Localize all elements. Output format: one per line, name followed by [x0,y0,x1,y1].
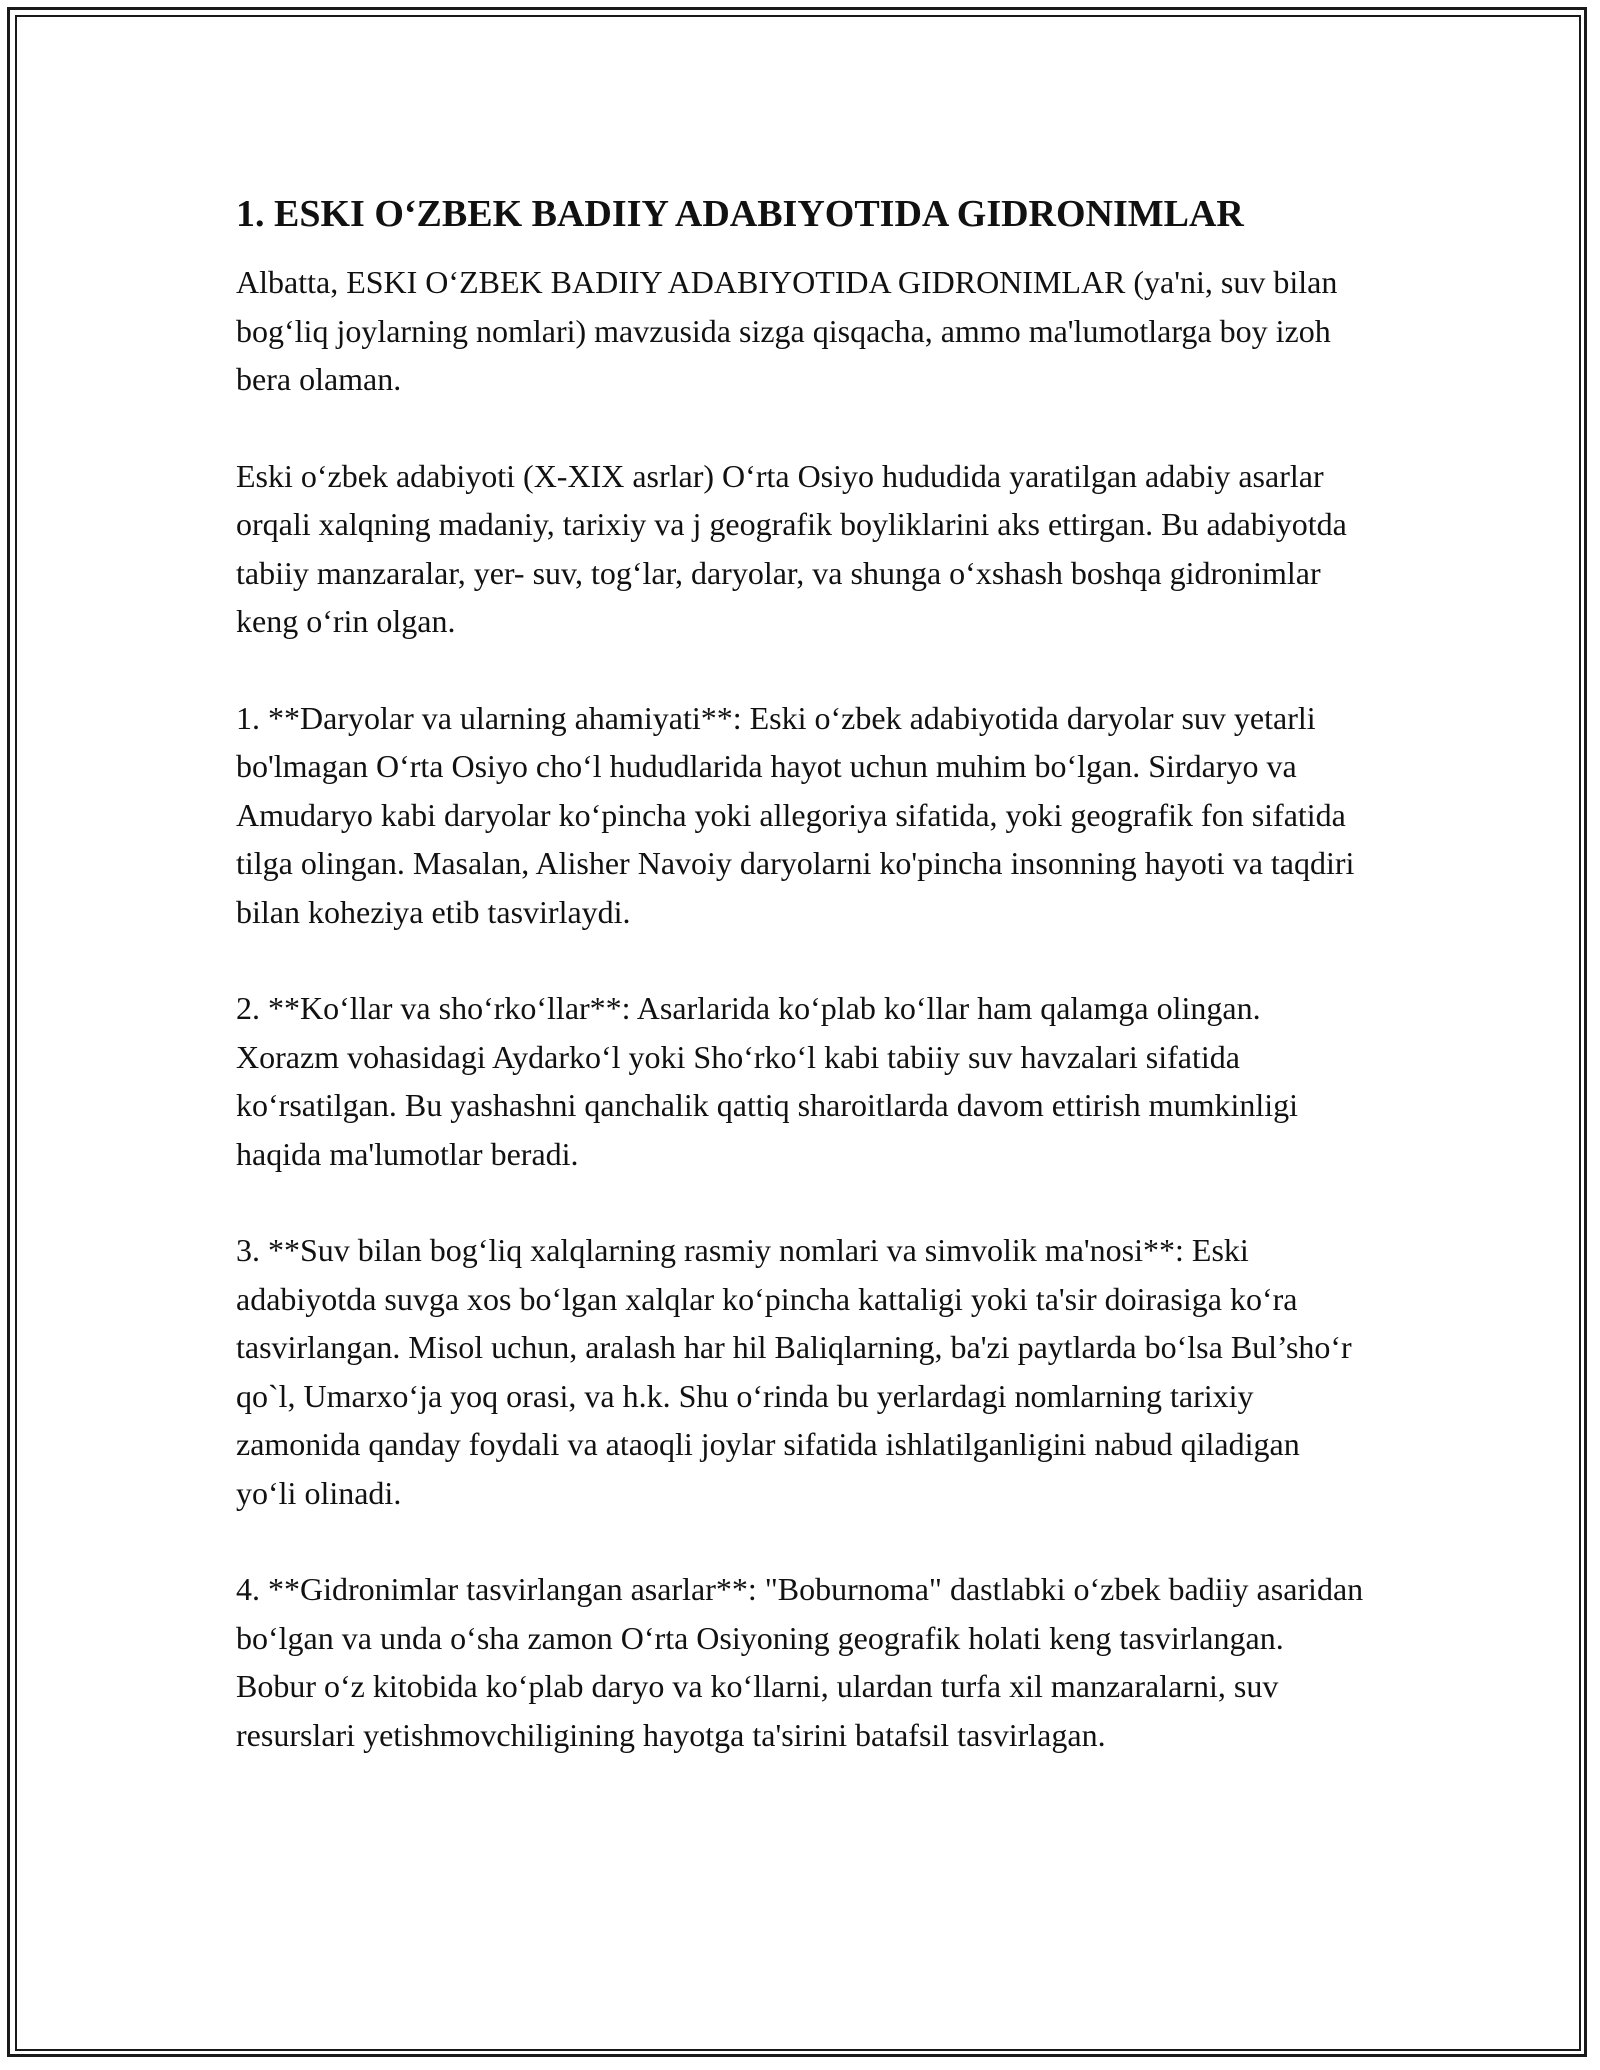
context-paragraph: Eski o‘zbek adabiyoti (X-XIX asrlar) O‘rta Osiyo hududida yaratilgan adabiy asarlar orqali xalqning madaniy, tarixiy va j geografik boyliklarini aks ettirgan. Bu adabiyotda tabiiy manzaralar, yer- suv, tog‘lar, daryolar, va shunga o‘xshash boshqa gidronimlar keng o‘rin olgan. [236,457,1347,639]
intro-paragraph: Albatta, ESKI O‘ZBEK BADIIY ADABIYOTIDA GIDRONIMLAR (ya'ni, suv bilan bog‘liq joylarning nomlari) mavzusida sizga qisqacha, ammo ma'lumotlarga boy izoh bera olaman. [236,264,1338,397]
section-rivers-paragraph: 1. **Daryolar va ularning ahamiyati**: Eski o‘zbek adabiyotida daryolar suv yetarli bo'lmagan O‘rta Osiyo cho‘l hududlarida hayot uchun muhim bo‘lgan. Sirdaryo va Amudaryo kabi daryolar ko‘pincha yoki allegoriya sifatida, yoki geografik fon sifatida tilga olingan. Masalan, Alisher Navoiy daryolarni ko'pincha insonning hayoti va taqdiri bilan koheziya etib tasvirlaydi. [236,699,1355,930]
document-body [236,190,1366,1759]
section-lakes-paragraph: 2. **Ko‘llar va sho‘rko‘llar**: Asarlarida ko‘plab ko‘llar ham qalamga olingan. Xorazm vohasidagi Aydarko‘l yoki Sho‘rko‘l kabi tabiiy suv havzalari sifatida ko‘rsatilgan. Bu yashashni qanchalik qattiq sharoitlarda davom ettirish mumkinligi haqida ma'lumotlar beradi. [236,990,1299,1172]
document-title: 1. ESKI O‘ZBEK BADIIY ADABIYOTIDA GIDRONIMLAR [236,193,1244,235]
section-names-paragraph: 3. **Suv bilan bog‘liq xalqlarning rasmiy nomlari va simvolik ma'nosi**: Eski adabiyotda suvga xos bo‘lgan xalqlar ko‘pincha kattaligi yoki ta'sir doirasiga ko‘ra tasvirlangan. Misol uchun, aralash har hil Baliqlarning, ba'zi paytlarda bo‘lsa Bul’sho‘r qo`l, Umarxo‘ja yoq orasi, va h.k. Shu o‘rinda bu yerlardagi nomlarning tarixiy zamonida qanday foydali va ataoqli joylar sifatida ishlatilganligini nabud qiladigan yo‘li olinadi. [236,1232,1352,1511]
section-works-paragraph: 4. **Gidronimlar tasvirlangan asarlar**: "Boburnoma" dastlabki o‘zbek badiiy asaridan bo‘lgan va unda o‘sha zamon O‘rta Osiyoning geografik holati keng tasvirlangan. Bobur o‘z kitobida ko‘plab daryo va ko‘llarni, ulardan turfa xil manzaralarni, suv resurslari yetishmovchiligining hayotga ta'sirini batafsil tasvirlagan. [236,1571,1364,1753]
